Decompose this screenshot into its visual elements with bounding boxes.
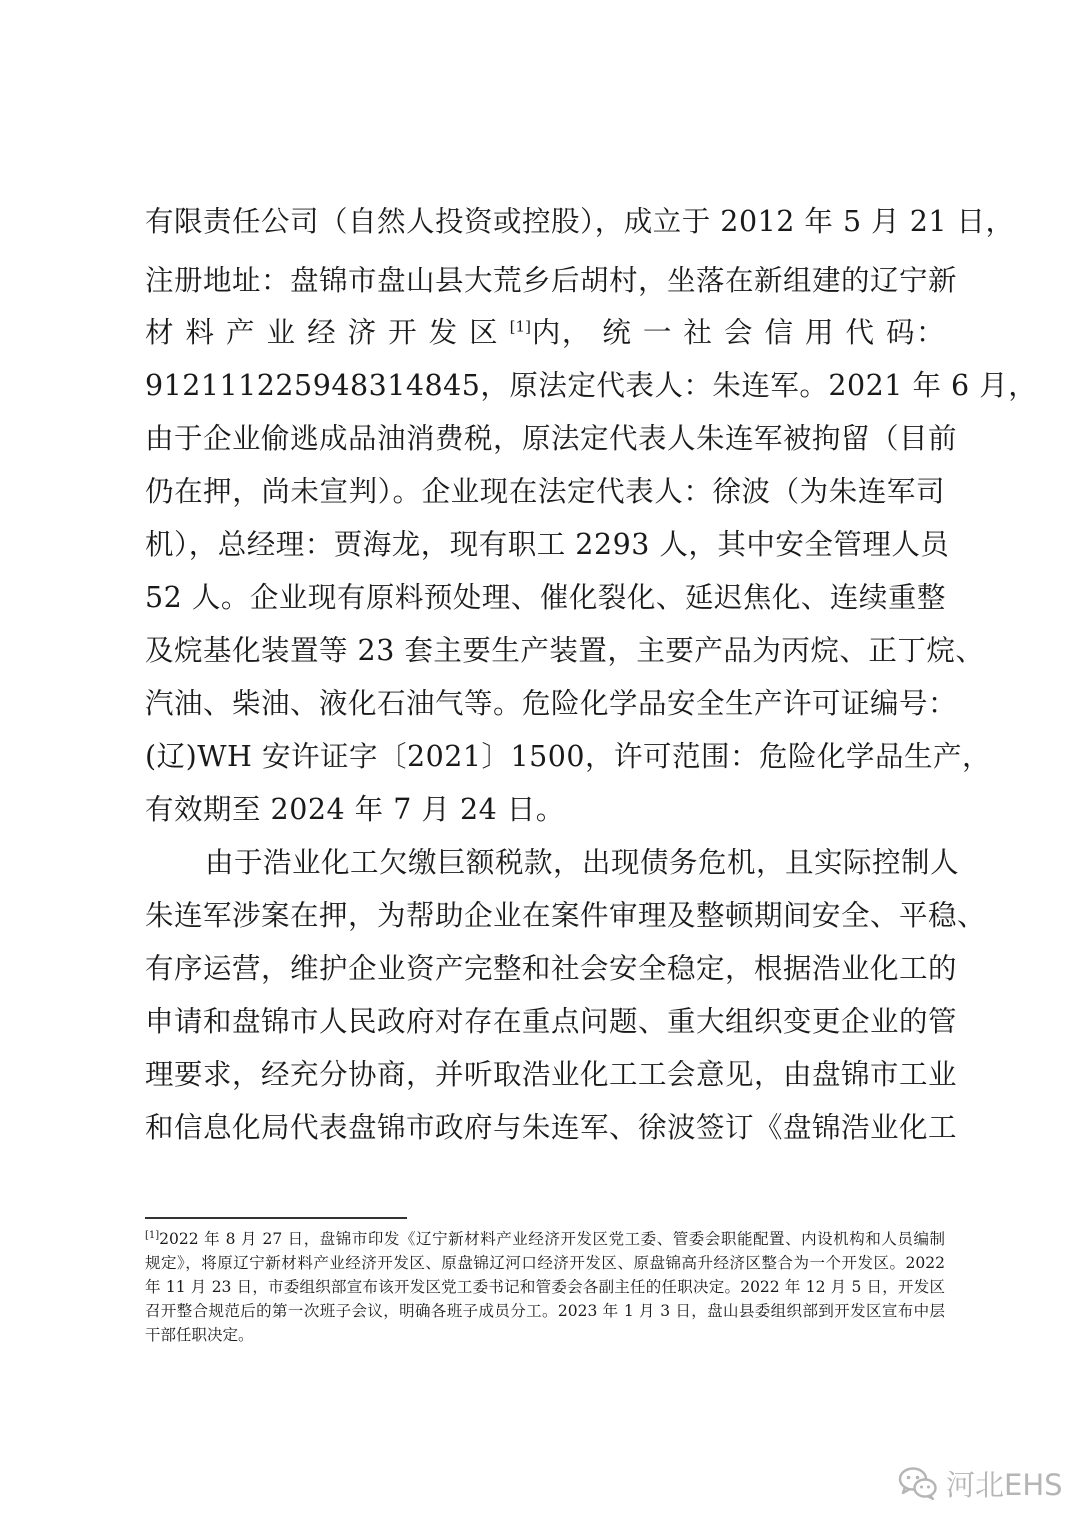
footnote-line [145, 1228, 945, 1251]
body-line: 理要求，经充分协商，并听取浩业化工工会意见，由盘锦市工业 [145, 1058, 958, 1091]
footnote-line: 干部任职决定。 [145, 1326, 254, 1344]
wechat-icon [898, 1466, 938, 1500]
body-line: 汽油、柴油、液化石油气等。危险化学品安全生产许可证编号： [145, 687, 958, 720]
body-line: 申请和盘锦市人民政府对存在重点问题、重大组织变更企业的管 [145, 1005, 958, 1038]
body-line: 由于企业偷逃成品油消费税，原法定代表人朱连军被拘留（目前 [145, 422, 958, 455]
footnote-line: 召开整合规范后的第一次班子会议，明确各班子成员分工。2023 年 1 月 3 日，盘山县委组织部到开发区宣布中层 [145, 1302, 945, 1320]
body-line-part: 材 料 产 业 经 济 开 发 区 [145, 316, 500, 349]
watermark-text: 河北EHS [946, 1467, 1063, 1502]
body-line: 有限责任公司（自然人投资或控股），成立于 2012 年 5 月 21 日， [145, 205, 1015, 238]
watermark [898, 1461, 1063, 1505]
footnote-line: 规定》，将原辽宁新材料产业经济开发区、原盘锦辽河口经济开发区、原盘锦高升经济区整合为一个开发区。2022 [145, 1254, 945, 1272]
body-line: 和信息化局代表盘锦市政府与朱连军、徐波签订《盘锦浩业化工 [145, 1111, 958, 1144]
footnote-divider [145, 1217, 407, 1219]
body-line-part: 内， 统 一 社 会 信 用 代 码： [530, 316, 945, 349]
body-line: 仍在押，尚未宣判）。企业现在法定代表人：徐波（为朱连军司 [145, 475, 945, 508]
body-line: (辽)WH 安许证字〔2021〕1500，许可范围：危险化学品生产， [145, 740, 992, 773]
body-line: 有序运营，维护企业资产完整和社会安全稳定，根据浩业化工的 [145, 952, 958, 985]
body-line: 朱连军涉案在押，为帮助企业在案件审理及整顿期间安全、平稳、 [145, 899, 987, 932]
footnote-line: 年 11 月 23 日，市委组织部宣布该开发区党工委书记和管委会各副主任的任职决定。2022 年 12 月 5 日，开发区 [145, 1278, 945, 1296]
footnote-ref: [1] [509, 317, 531, 336]
footnote-line-text: 2022 年 8 月 27 日，盘锦市印发《辽宁新材料产业经济开发区党工委、管委会职能配置、内设机构和人员编制 [159, 1230, 945, 1248]
body-line: 有效期至 2024 年 7 月 24 日。 [145, 793, 565, 826]
body-line-with-footnote-ref [145, 306, 945, 360]
body-line: 由于浩业化工欠缴巨额税款，出现债务危机，且实际控制人 [205, 846, 960, 879]
body-line: 及烷基化装置等 23 套主要生产装置，主要产品为丙烷、正丁烷、 [145, 634, 985, 667]
body-line: 52 人。企业现有原料预处理、催化裂化、延迟焦化、连续重整 [145, 581, 946, 614]
body-line: 注册地址：盘锦市盘山县大荒乡后胡村，坐落在新组建的辽宁新 [145, 264, 958, 297]
footnote-mark: [1] [145, 1229, 160, 1241]
body-line: 机），总经理：贾海龙，现有职工 2293 人，其中安全管理人员 [145, 528, 950, 561]
body-line: 912111225948314845，原法定代表人：朱连军。2021 年 6 月， [145, 369, 1038, 402]
